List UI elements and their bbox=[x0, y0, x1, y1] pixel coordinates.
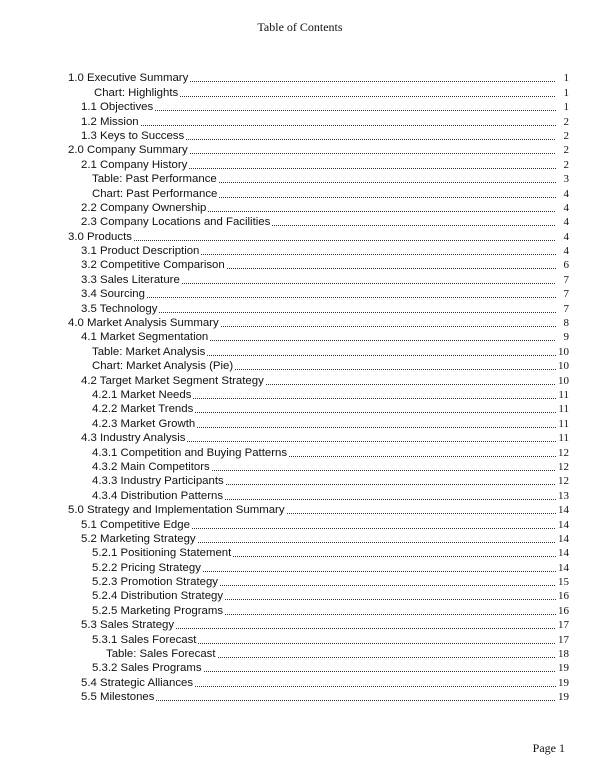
toc-entry[interactable] bbox=[68, 71, 569, 85]
toc-entry[interactable] bbox=[68, 690, 569, 704]
toc-entry-label: 3.0 Products bbox=[68, 230, 132, 243]
toc-entry-page-number: 18 bbox=[558, 648, 569, 661]
toc-entry-page-number: 10 bbox=[558, 345, 569, 358]
toc-entry-page-number: 2 bbox=[563, 115, 569, 128]
toc-entry-page-number: 17 bbox=[558, 633, 569, 646]
dot-leader bbox=[193, 398, 556, 399]
toc-entry[interactable] bbox=[68, 546, 569, 560]
toc-entry[interactable] bbox=[68, 100, 569, 114]
toc-entry[interactable] bbox=[68, 157, 569, 171]
toc-entry-label: 5.5 Milestones bbox=[81, 691, 155, 704]
toc-entry[interactable] bbox=[68, 647, 569, 661]
dot-leader bbox=[235, 369, 556, 370]
toc-entry[interactable] bbox=[68, 287, 569, 301]
dot-leader bbox=[201, 254, 556, 255]
toc-entry-page-number: 14 bbox=[558, 547, 569, 560]
toc-entry-label: 4.2.2 Market Trends bbox=[92, 403, 194, 416]
toc-entry-page-number: 12 bbox=[558, 475, 569, 488]
toc-entry[interactable] bbox=[68, 445, 569, 459]
toc-entry[interactable] bbox=[68, 330, 569, 344]
dot-leader bbox=[287, 513, 556, 514]
toc-entry-page-number: 15 bbox=[558, 576, 569, 589]
toc-entry[interactable] bbox=[68, 186, 569, 200]
dot-leader bbox=[155, 110, 556, 111]
dot-leader bbox=[190, 81, 556, 82]
toc-entry-label: Table: Sales Forecast bbox=[106, 648, 216, 661]
toc-entry-page-number: 1 bbox=[563, 101, 569, 114]
toc-entry-page-number: 2 bbox=[563, 144, 569, 157]
toc-entry-page-number: 12 bbox=[558, 446, 569, 459]
toc-entry[interactable] bbox=[68, 532, 569, 546]
toc-entry-page-number: 14 bbox=[558, 518, 569, 531]
toc-entry[interactable] bbox=[68, 244, 569, 258]
toc-entry-page-number: 10 bbox=[558, 360, 569, 373]
toc-entry-label: 5.1 Competitive Edge bbox=[81, 518, 190, 531]
dot-leader bbox=[212, 470, 556, 471]
dot-leader bbox=[147, 297, 556, 298]
toc-entry-label: 5.2.4 Distribution Strategy bbox=[92, 590, 224, 603]
toc-entry-label: 3.5 Technology bbox=[81, 302, 158, 315]
toc-entry-page-number: 19 bbox=[558, 691, 569, 704]
dot-leader bbox=[198, 542, 556, 543]
toc-entry-page-number: 17 bbox=[558, 619, 569, 632]
dot-leader bbox=[225, 499, 556, 500]
toc-entry-page-number: 4 bbox=[563, 201, 569, 214]
toc-entry-label: 1.0 Executive Summary bbox=[68, 72, 189, 85]
toc-entry-label: 5.2 Marketing Strategy bbox=[81, 532, 196, 545]
dot-leader bbox=[156, 700, 556, 701]
dot-leader bbox=[221, 326, 556, 327]
toc-entry-label: 4.3.2 Main Competitors bbox=[92, 460, 210, 473]
toc-entry-label: 5.4 Strategic Alliances bbox=[81, 676, 194, 689]
toc-entry-label: 5.2.2 Pricing Strategy bbox=[92, 561, 201, 574]
toc-entry-label: 5.3.2 Sales Programs bbox=[92, 662, 202, 675]
toc-entry[interactable] bbox=[68, 129, 569, 143]
toc-entry[interactable] bbox=[68, 258, 569, 272]
dot-leader bbox=[159, 312, 556, 313]
toc-entry-page-number: 2 bbox=[563, 158, 569, 171]
dot-leader bbox=[226, 484, 556, 485]
dot-leader bbox=[134, 240, 556, 241]
dot-leader bbox=[210, 340, 556, 341]
toc-entry-page-number: 3 bbox=[563, 173, 569, 186]
toc-entry-label: 5.2.5 Marketing Programs bbox=[92, 604, 224, 617]
dot-leader bbox=[195, 686, 556, 687]
toc-entry-label: 3.2 Competitive Comparison bbox=[81, 259, 225, 272]
dot-leader bbox=[227, 268, 556, 269]
toc-entry[interactable] bbox=[68, 416, 569, 430]
dot-leader bbox=[189, 168, 556, 169]
toc-entry[interactable] bbox=[68, 560, 569, 574]
dot-leader bbox=[219, 197, 556, 198]
toc-entry[interactable] bbox=[68, 85, 569, 99]
toc-entry-label: 4.3.3 Industry Participants bbox=[92, 475, 224, 488]
toc-entry[interactable] bbox=[68, 661, 569, 675]
toc-entry-label: 5.0 Strategy and Implementation Summary bbox=[68, 504, 285, 517]
toc-entry-page-number: 19 bbox=[558, 662, 569, 675]
toc-entry[interactable] bbox=[68, 344, 569, 358]
toc-entry[interactable] bbox=[68, 301, 569, 315]
dot-leader bbox=[266, 384, 556, 385]
dot-leader bbox=[198, 643, 556, 644]
toc-entry-label: 4.0 Market Analysis Summary bbox=[68, 317, 219, 330]
dot-leader bbox=[219, 182, 556, 183]
toc-entry-label: Table: Past Performance bbox=[92, 173, 217, 186]
toc-entry[interactable] bbox=[68, 388, 569, 402]
dot-leader bbox=[233, 556, 556, 557]
toc-entry-label: 2.3 Company Locations and Facilities bbox=[81, 216, 271, 229]
toc-entry-page-number: 12 bbox=[558, 460, 569, 473]
toc-entry-label: 1.2 Mission bbox=[81, 115, 139, 128]
toc-entry[interactable] bbox=[68, 575, 569, 589]
toc-entry[interactable] bbox=[68, 488, 569, 502]
toc-entry-page-number: 14 bbox=[558, 504, 569, 517]
toc-entry-label: 3.4 Sourcing bbox=[81, 288, 145, 301]
toc-entry-label: 3.3 Sales Literature bbox=[81, 273, 180, 286]
toc-entry-label: Table: Market Analysis bbox=[92, 345, 206, 358]
toc-entry-label: 3.1 Product Description bbox=[81, 245, 200, 258]
toc-entry[interactable] bbox=[68, 143, 569, 157]
toc-entry-page-number: 7 bbox=[563, 273, 569, 286]
toc-entry-label: 1.3 Keys to Success bbox=[81, 129, 185, 142]
toc-entry[interactable] bbox=[68, 201, 569, 215]
toc-entry-page-number: 11 bbox=[558, 403, 569, 416]
dot-leader bbox=[225, 614, 556, 615]
dot-leader bbox=[208, 211, 556, 212]
toc-entry-page-number: 4 bbox=[563, 216, 569, 229]
toc-entry-label: Chart: Market Analysis (Pie) bbox=[92, 360, 234, 373]
toc-entry[interactable] bbox=[68, 632, 569, 646]
toc-entry[interactable] bbox=[68, 215, 569, 229]
toc-entry-page-number: 19 bbox=[558, 676, 569, 689]
toc-entry-page-number: 1 bbox=[563, 72, 569, 85]
dot-leader bbox=[218, 657, 556, 658]
dot-leader bbox=[180, 96, 556, 97]
toc-entry[interactable] bbox=[68, 460, 569, 474]
toc-entry[interactable] bbox=[68, 517, 569, 531]
toc-entry-label: 2.1 Company History bbox=[81, 158, 188, 171]
toc-entry[interactable] bbox=[68, 272, 569, 286]
dot-leader bbox=[182, 283, 556, 284]
toc-entry-label: 4.3.4 Distribution Patterns bbox=[92, 489, 224, 502]
dot-leader bbox=[186, 139, 556, 140]
toc-entry-label: 1.1 Objectives bbox=[81, 101, 154, 114]
toc-entry-page-number: 10 bbox=[558, 374, 569, 387]
dot-leader bbox=[197, 427, 556, 428]
toc-entry-page-number: 4 bbox=[563, 187, 569, 200]
dot-leader bbox=[176, 628, 556, 629]
toc-entry-page-number: 14 bbox=[558, 532, 569, 545]
toc-entry-page-number: 7 bbox=[563, 302, 569, 315]
toc-entry-label: 5.3 Sales Strategy bbox=[81, 619, 175, 632]
toc-entry-page-number: 6 bbox=[563, 259, 569, 272]
toc-entry-label: 2.2 Company Ownership bbox=[81, 201, 207, 214]
toc-entry[interactable] bbox=[68, 603, 569, 617]
toc-entry[interactable] bbox=[68, 402, 569, 416]
toc-entry-label: 4.2.1 Market Needs bbox=[92, 388, 192, 401]
toc-entry[interactable] bbox=[68, 316, 569, 330]
dot-leader bbox=[220, 585, 556, 586]
table-of-contents bbox=[68, 71, 569, 704]
toc-entry-label: 4.2.3 Market Growth bbox=[92, 417, 196, 430]
toc-entry-label: 2.0 Company Summary bbox=[68, 144, 188, 157]
dot-leader bbox=[195, 412, 556, 413]
toc-entry-page-number: 2 bbox=[563, 129, 569, 142]
page-title: Table of Contents bbox=[257, 20, 343, 34]
toc-entry-label: 5.3.1 Sales Forecast bbox=[92, 633, 197, 646]
toc-entry-label: Chart: Highlights bbox=[94, 86, 179, 99]
toc-entry[interactable] bbox=[68, 589, 569, 603]
dot-leader bbox=[190, 153, 556, 154]
toc-entry-page-number: 4 bbox=[563, 245, 569, 258]
toc-entry-label: 4.3 Industry Analysis bbox=[81, 432, 186, 445]
toc-entry-page-number: 11 bbox=[558, 388, 569, 401]
toc-entry-page-number: 16 bbox=[558, 604, 569, 617]
toc-entry-page-number: 13 bbox=[558, 489, 569, 502]
toc-entry-page-number: 7 bbox=[563, 288, 569, 301]
toc-entry[interactable] bbox=[68, 172, 569, 186]
toc-entry-label: Chart: Past Performance bbox=[92, 187, 218, 200]
toc-entry-label: 4.1 Market Segmentation bbox=[81, 331, 209, 344]
toc-entry[interactable] bbox=[68, 359, 569, 373]
toc-entry[interactable] bbox=[68, 675, 569, 689]
toc-entry[interactable] bbox=[68, 114, 569, 128]
dot-leader bbox=[225, 599, 556, 600]
toc-entry-page-number: 16 bbox=[558, 590, 569, 603]
toc-entry-page-number: 8 bbox=[563, 317, 569, 330]
dot-leader bbox=[289, 456, 556, 457]
dot-leader bbox=[192, 528, 556, 529]
dot-leader bbox=[204, 671, 556, 672]
toc-entry-label: 4.3.1 Competition and Buying Patterns bbox=[92, 446, 288, 459]
page-number-footer: Page 1 bbox=[532, 741, 565, 755]
toc-entry-page-number: 4 bbox=[563, 230, 569, 243]
toc-entry[interactable] bbox=[68, 373, 569, 387]
toc-entry-page-number: 11 bbox=[558, 417, 569, 430]
toc-entry-label: 5.2.1 Positioning Statement bbox=[92, 547, 232, 560]
toc-entry[interactable] bbox=[68, 474, 569, 488]
toc-entry-page-number: 1 bbox=[563, 86, 569, 99]
toc-entry-page-number: 11 bbox=[558, 432, 569, 445]
dot-leader bbox=[203, 571, 556, 572]
toc-entry[interactable] bbox=[68, 431, 569, 445]
toc-entry[interactable] bbox=[68, 229, 569, 243]
toc-entry[interactable] bbox=[68, 618, 569, 632]
toc-entry-page-number: 14 bbox=[558, 561, 569, 574]
toc-entry-label: 4.2 Target Market Segment Strategy bbox=[81, 374, 264, 387]
dot-leader bbox=[207, 355, 556, 356]
toc-entry-label: 5.2.3 Promotion Strategy bbox=[92, 576, 218, 589]
dot-leader bbox=[141, 125, 556, 126]
dot-leader bbox=[187, 441, 556, 442]
toc-entry-page-number: 9 bbox=[563, 331, 569, 344]
toc-entry[interactable] bbox=[68, 503, 569, 517]
dot-leader bbox=[272, 225, 556, 226]
